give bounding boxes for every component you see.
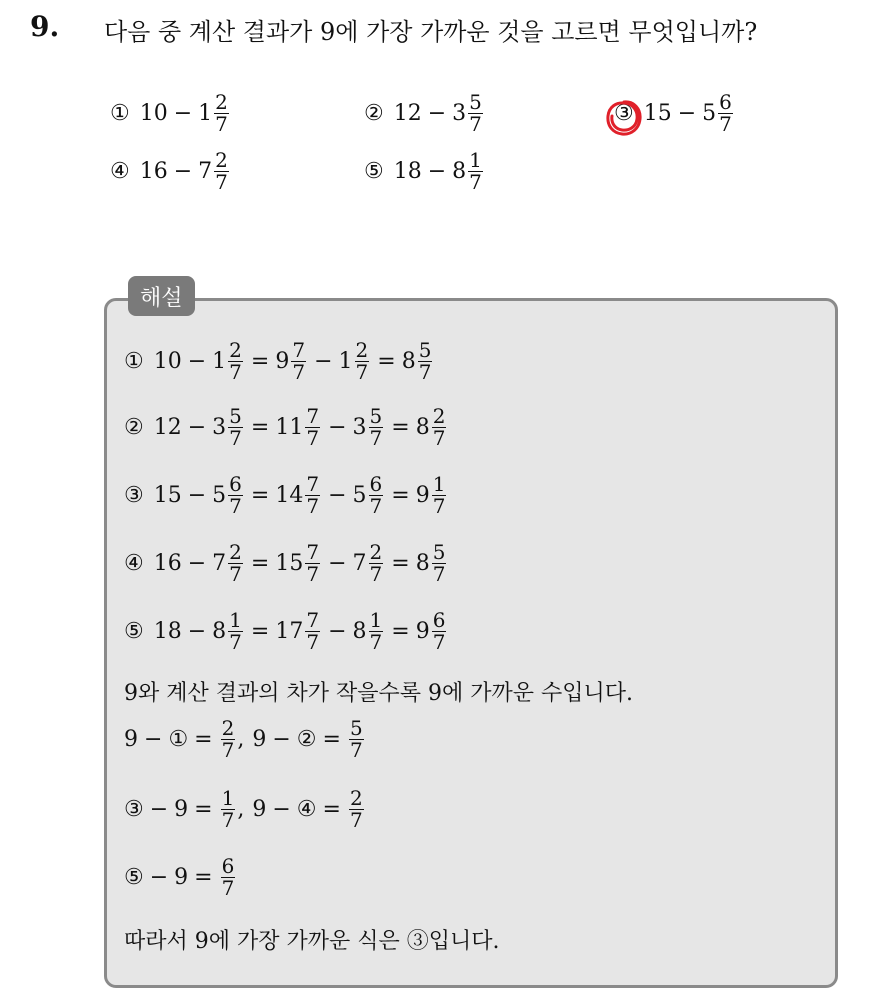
option-marker: ③ — [614, 101, 634, 126]
minuend: 10 — [153, 349, 182, 374]
fraction — [291, 340, 306, 383]
option-marker: ④ — [110, 159, 130, 184]
fraction — [418, 340, 433, 383]
numerator: 6 — [221, 854, 235, 878]
whole-part: 9 — [415, 483, 430, 508]
numerator: 5 — [469, 90, 482, 114]
denominator: 7 — [229, 360, 242, 384]
denominator: 7 — [221, 876, 235, 900]
minus-sign: − — [427, 101, 447, 126]
denominator: 7 — [418, 360, 432, 384]
minuend: 18 — [153, 619, 182, 644]
solution-line-4 — [124, 542, 448, 585]
difference-line-1 — [124, 718, 366, 761]
minus-sign: − — [187, 551, 207, 576]
denominator: 7 — [306, 494, 320, 518]
whole-part: 9 — [275, 349, 290, 374]
denominator: 7 — [355, 360, 369, 384]
fraction — [718, 92, 733, 135]
numerator: 6 — [432, 608, 446, 632]
fraction — [214, 92, 229, 135]
numerator: 2 — [349, 786, 363, 810]
solution-note: 9와 계산 결과의 차가 작을수록 9에 가까운 수입니다. — [124, 681, 633, 706]
equals-sign: = — [391, 483, 410, 508]
minuend: 15 — [153, 483, 182, 508]
question-number: 9. — [30, 10, 60, 43]
numerator: 2 — [432, 404, 446, 428]
fraction — [432, 406, 447, 449]
whole-part: 7 — [352, 551, 367, 576]
minus-sign: − — [677, 101, 697, 126]
fraction — [369, 542, 384, 585]
solution-line-2 — [124, 406, 448, 449]
numerator: 7 — [306, 608, 320, 632]
numerator: 6 — [369, 472, 383, 496]
whole-part: 9 — [415, 619, 430, 644]
diff-left: ③ — [124, 797, 144, 822]
fraction — [228, 542, 243, 585]
numerator: 2 — [229, 338, 242, 362]
denominator: 7 — [306, 630, 320, 654]
numerator: 1 — [369, 608, 383, 632]
numerator: 1 — [221, 786, 235, 810]
minus-sign: − — [187, 349, 207, 374]
denominator: 7 — [215, 112, 228, 136]
diff-right: 9 — [174, 797, 189, 822]
option-marker: ② — [124, 415, 144, 440]
whole-part: 15 — [275, 551, 304, 576]
whole-part: 3 — [452, 101, 467, 126]
numerator: 1 — [469, 148, 482, 172]
numerator: 2 — [221, 716, 235, 740]
minus-sign: − — [328, 483, 347, 508]
denominator: 7 — [221, 808, 235, 832]
numerator: 2 — [355, 338, 369, 362]
fraction — [369, 406, 384, 449]
whole-part: 17 — [275, 619, 304, 644]
option-marker: ① — [124, 349, 144, 374]
option-1[interactable] — [110, 92, 231, 135]
fraction — [349, 718, 364, 761]
denominator: 7 — [719, 112, 732, 136]
fraction — [305, 542, 320, 585]
fraction — [355, 340, 370, 383]
numerator: 7 — [306, 472, 320, 496]
equals-sign: = — [250, 349, 270, 374]
denominator: 7 — [229, 426, 242, 450]
denominator: 7 — [369, 562, 383, 586]
equals-sign: = — [377, 349, 396, 374]
numerator: 2 — [215, 148, 228, 172]
fraction — [369, 610, 384, 653]
minuend: 16 — [139, 159, 168, 184]
whole-part: 5 — [352, 483, 367, 508]
fraction — [221, 718, 236, 761]
minus-sign: − — [328, 551, 347, 576]
minuend: 12 — [153, 415, 182, 440]
whole-part: 8 — [415, 415, 430, 440]
question-text: 다음 중 계산 결과가 9에 가장 가까운 것을 고르면 무엇입니까? — [104, 18, 758, 46]
equals-sign: = — [194, 727, 213, 752]
minus-sign: − — [187, 415, 207, 440]
minus-sign: − — [173, 101, 193, 126]
whole-part: 5 — [702, 101, 717, 126]
numerator: 6 — [719, 90, 732, 114]
diff-left: 9 — [252, 797, 267, 822]
fraction — [349, 788, 364, 831]
solution-line-3 — [124, 474, 448, 517]
answer-circle-icon — [604, 98, 644, 138]
minuend: 16 — [153, 551, 182, 576]
diff-left: 9 — [252, 727, 267, 752]
denominator: 7 — [306, 562, 320, 586]
denominator: 7 — [432, 494, 446, 518]
minus-sign: − — [144, 727, 163, 752]
option-marker: ④ — [124, 551, 144, 576]
whole-part: 3 — [352, 415, 367, 440]
solution-line-1 — [124, 340, 434, 383]
denominator: 7 — [221, 738, 235, 762]
minus-sign: − — [187, 483, 207, 508]
numerator: 5 — [349, 716, 363, 740]
denominator: 7 — [469, 170, 482, 194]
numerator: 5 — [418, 338, 432, 362]
minus-sign: − — [328, 415, 347, 440]
equals-sign: = — [391, 551, 410, 576]
whole-part: 8 — [212, 619, 227, 644]
whole-part: 1 — [212, 349, 227, 374]
denominator: 7 — [229, 562, 242, 586]
minus-sign: − — [187, 619, 207, 644]
option-marker: ② — [364, 101, 384, 126]
fraction — [305, 474, 320, 517]
equals-sign: = — [250, 483, 270, 508]
denominator: 7 — [349, 808, 363, 832]
fraction — [221, 788, 236, 831]
diff-left: ⑤ — [124, 865, 144, 890]
numerator: 7 — [306, 404, 320, 428]
whole-part: 8 — [401, 349, 416, 374]
denominator: 7 — [215, 170, 228, 194]
solution-line-5 — [124, 610, 448, 653]
numerator: 5 — [432, 540, 446, 564]
minuend: 12 — [393, 101, 422, 126]
denominator: 7 — [469, 112, 482, 136]
denominator: 7 — [432, 630, 446, 654]
equals-sign: = — [322, 797, 341, 822]
solution-conclusion: 따라서 9에 가장 가까운 식은 ③입니다. — [124, 929, 500, 954]
whole-part: 8 — [415, 551, 430, 576]
fraction — [228, 406, 243, 449]
whole-part: 3 — [212, 415, 227, 440]
minus-sign: − — [328, 619, 347, 644]
whole-part: 8 — [452, 159, 467, 184]
equals-sign: = — [250, 415, 270, 440]
denominator: 7 — [306, 426, 320, 450]
minuend: 18 — [393, 159, 422, 184]
option-5[interactable] — [364, 150, 485, 193]
equals-sign: = — [250, 551, 270, 576]
difference-line-2 — [124, 788, 366, 831]
option-marker: ① — [110, 101, 130, 126]
denominator: 7 — [369, 426, 383, 450]
diff-right: ② — [296, 727, 317, 752]
equals-sign: = — [391, 619, 410, 644]
numerator: 5 — [369, 404, 383, 428]
minus-sign: − — [427, 159, 447, 184]
diff-right: 9 — [174, 865, 189, 890]
solution-badge: 해설 — [128, 276, 195, 316]
fraction — [432, 610, 447, 653]
minuend: 15 — [643, 101, 672, 126]
option-marker: ⑤ — [124, 619, 144, 644]
denominator: 7 — [229, 630, 242, 654]
denominator: 7 — [369, 630, 383, 654]
option-4[interactable] — [110, 150, 231, 193]
whole-part: 11 — [275, 415, 304, 440]
fraction — [305, 406, 320, 449]
denominator: 7 — [432, 562, 446, 586]
numerator: 6 — [229, 472, 242, 496]
comma: , — [237, 727, 245, 752]
whole-part: 7 — [212, 551, 227, 576]
fraction — [228, 610, 243, 653]
option-marker: ③ — [124, 483, 144, 508]
diff-right: ④ — [296, 797, 317, 822]
denominator: 7 — [292, 360, 306, 384]
numerator: 2 — [215, 90, 228, 114]
difference-line-3 — [124, 856, 237, 899]
option-marker: ⑤ — [364, 159, 384, 184]
fraction — [305, 610, 320, 653]
minus-sign: − — [314, 349, 333, 374]
fraction — [468, 150, 483, 193]
numerator: 2 — [369, 540, 383, 564]
minus-sign: − — [173, 159, 193, 184]
numerator: 2 — [229, 540, 242, 564]
fraction — [228, 474, 243, 517]
whole-part: 7 — [198, 159, 213, 184]
fraction — [221, 856, 236, 899]
option-2[interactable] — [364, 92, 485, 135]
minuend: 10 — [139, 101, 168, 126]
equals-sign: = — [194, 865, 213, 890]
fraction — [214, 150, 229, 193]
fraction — [432, 542, 447, 585]
diff-left: 9 — [124, 727, 138, 752]
equals-sign: = — [194, 797, 213, 822]
comma: , — [237, 797, 245, 822]
minus-sign: − — [149, 797, 169, 822]
equals-sign: = — [250, 619, 270, 644]
equals-sign: = — [322, 727, 341, 752]
fraction — [468, 92, 483, 135]
minus-sign: − — [272, 797, 291, 822]
whole-part: 1 — [338, 349, 353, 374]
fraction — [369, 474, 384, 517]
numerator: 5 — [229, 404, 242, 428]
numerator: 7 — [306, 540, 320, 564]
numerator: 1 — [229, 608, 242, 632]
denominator: 7 — [229, 494, 242, 518]
numerator: 1 — [432, 472, 446, 496]
whole-part: 1 — [198, 101, 213, 126]
denominator: 7 — [369, 494, 383, 518]
denominator: 7 — [349, 738, 363, 762]
equals-sign: = — [391, 415, 410, 440]
denominator: 7 — [432, 426, 446, 450]
numerator: 7 — [292, 338, 306, 362]
minus-sign: − — [149, 865, 169, 890]
whole-part: 14 — [275, 483, 304, 508]
whole-part: 8 — [352, 619, 367, 644]
fraction — [432, 474, 447, 517]
fraction — [228, 340, 243, 383]
minus-sign: − — [272, 727, 291, 752]
whole-part: 5 — [212, 483, 227, 508]
diff-right: ① — [168, 727, 189, 752]
